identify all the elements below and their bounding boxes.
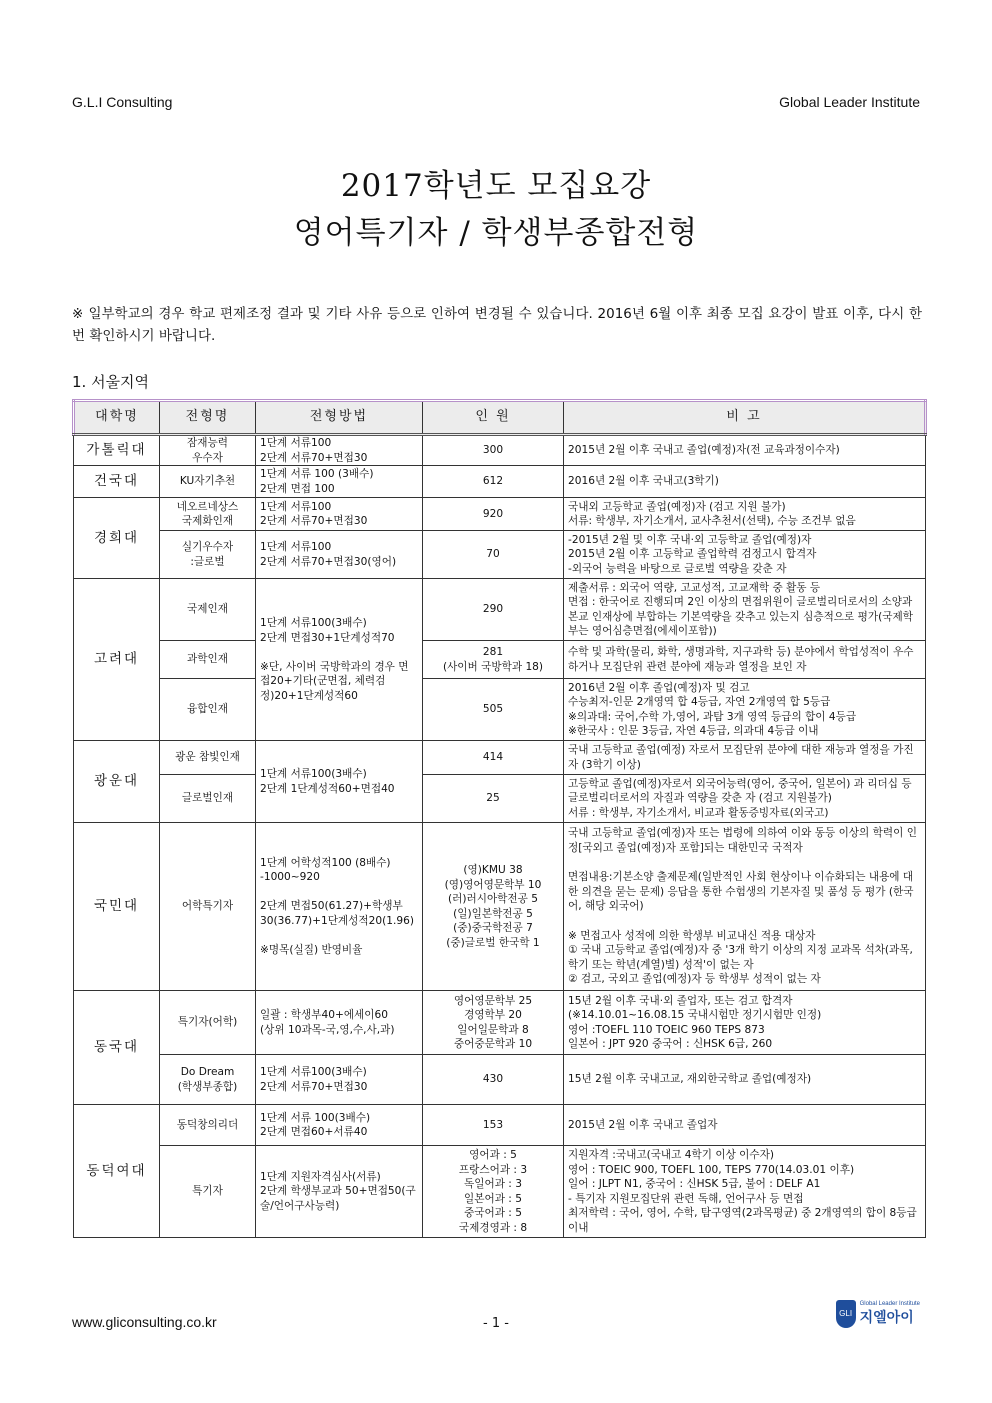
header-method: 전형방법 [256, 401, 423, 435]
logo-subtitle: Global Leader Institute [859, 1301, 920, 1307]
admission-type: 실기우수자 :글로벌 [160, 531, 256, 579]
admission-method: 1단계 서류100 2단계 서류70+면접30 [256, 498, 423, 531]
quota: 612 [423, 466, 564, 498]
table-row [74, 579, 926, 641]
quota: 281 (사이버 국방학과 18) [423, 641, 564, 679]
remarks: 15년 2월 이후 국내·외 졸업자, 또는 검고 합격자 (※14.10.01~16.08.15 국내시험만 정기시험만 인정) 영어 :TOEFL 110 TOEIC 960 TEPS 873 일본어 : JPT 920 중국어 : 신HSK 6급, 260 [564, 991, 926, 1055]
univ-name: 광운대 [74, 741, 160, 823]
quota: 290 [423, 579, 564, 641]
remarks: 수학 및 과학(물리, 화학, 생명과학, 지구과학 등) 분야에서 학업성적이 우수하거나 모집단위 관련 분야에 재능과 열정을 보인 자 [564, 641, 926, 679]
header-note: 비 고 [564, 401, 926, 435]
univ-name: 건국대 [74, 466, 160, 498]
table-row [74, 641, 926, 679]
remarks: -2015년 2월 및 이후 국내·외 고등학교 졸업(예정)자 2015년 2월 이후 고등학교 졸업학력 검정고시 합격자 -외국어 능력을 바탕으로 글로벌 역량을 갖춘 자 [564, 531, 926, 579]
table-row [74, 1105, 926, 1146]
univ-name: 동덕여대 [74, 1105, 160, 1238]
footer-url[interactable]: www.gliconsulting.co.kr [72, 1314, 217, 1330]
table-row [74, 1055, 926, 1105]
admission-method: 1단계 서류100(3배수) 2단계 서류70+면접30 [256, 1055, 423, 1105]
table-row [74, 531, 926, 579]
quota: 영어영문학부 25 경영학부 20 일어일문학과 8 중어중문학과 10 [423, 991, 564, 1055]
page-number: - 1 - [483, 1316, 509, 1331]
table-row [74, 498, 926, 531]
quota: (영)KMU 38 (영)영어영문학부 10 (러)러시아학전공 5 (일)일본학전공 5 (중)중국학전공 7 (중)글로벌 한국학 1 [423, 823, 564, 991]
admission-type: 네오르네상스 국제화인재 [160, 498, 256, 531]
remarks: 15년 2월 이후 국내고교, 재외한국학교 졸업(예정자) [564, 1055, 926, 1105]
admissions-table [72, 399, 927, 1238]
remarks: 2015년 2월 이후 국내고 졸업자 [564, 1105, 926, 1146]
remarks: 2016년 2월 이후 국내고(3학기) [564, 466, 926, 498]
notice-text: ※ 일부학교의 경우 학교 편제조정 결과 및 기타 사유 등으로 인하여 변경될 수 있습니다. 2016년 6월 이후 최종 모집 요강이 발표 이후, 다시 한 번 확인하시기 바랍니다. [72, 306, 922, 344]
header-type: 전형명 [160, 401, 256, 435]
header-count: 인 원 [423, 401, 564, 435]
quota: 430 [423, 1055, 564, 1105]
remarks: 국내외 고등학교 졸업(예정)자 (검고 지원 불가) 서류: 학생부, 자기소개서, 교사추천서(선택), 수능 조건부 없음 [564, 498, 926, 531]
quota: 25 [423, 775, 564, 823]
remarks: 고등학교 졸업(예정)자로서 외국어능력(영어, 중국어, 일본어) 과 리더십 등 글로벌리더로서의 자질과 역량을 갖춘 자 (검고 지원불가) 서류 : 학생부, 자기소개서, 비교과 활동증빙자료(외국고) [564, 775, 926, 823]
admission-type: 글로벌인재 [160, 775, 256, 823]
table-header-row [74, 401, 926, 435]
admission-method: 1단계 어학성적100 (8배수) -1000~920 2단계 면접50(61.27)+학생부30(36.77)+1단계성적20(1.96) ※명목(실질) 반영비율 [256, 823, 423, 991]
quota: 505 [423, 679, 564, 741]
quota: 414 [423, 741, 564, 775]
admission-type: 광운 참빛인재 [160, 741, 256, 775]
univ-name: 가톨릭대 [74, 435, 160, 466]
title-line1: 2017학년도 모집요강 [340, 168, 652, 204]
admission-type: 국제인재 [160, 579, 256, 641]
logo-text-block [860, 1301, 920, 1327]
remarks: 국내 고등학교 졸업(예정)자 또는 법령에 의하여 이와 동등 이상의 학력이 인정[국외고 졸업(예정)자 포함]되는 대한민국 국적자 면접내용:기본소양 출제문제(일반적인 사회 현상이나 이슈화되는 내용에 대한 의견을 묻는 문제) 응답을 통한 수험생의 기본자질 및 품성 등 평가 (한국어, 해당 외국어) ※ 면접고사 성적에 의한 학생부 비교내신 적용 대상자 ① 국내 고등학교 졸업(예정)자 중 '3개 학기 이상의 지정 교과목 석차(과목, 학기 또는 학년(계열)별) 성적'이 없는 자 ② 검고, 국외고 졸업(예정)자 등 학생부 성적이 없는 자 [564, 823, 926, 991]
admission-type: 특기자 [160, 1146, 256, 1238]
shield-icon: GLI [836, 1300, 856, 1328]
quota: 영어과 : 5 프랑스어과 : 3 독일어과 : 3 일본어과 : 5 중국어과 : 5 국제경영과 : 8 [423, 1146, 564, 1238]
table-row [74, 435, 926, 466]
admission-type: 동덕창의리더 [160, 1105, 256, 1146]
table-row [74, 991, 926, 1055]
admission-method: 1단계 서류 100(3배수) 2단계 면접60+서류40 [256, 1105, 423, 1146]
quota: 920 [423, 498, 564, 531]
univ-name: 국민대 [74, 823, 160, 991]
title-line2: 영어특기자 / 학생부종합전형 [293, 215, 699, 251]
table-row [74, 1146, 926, 1238]
table-row [74, 466, 926, 498]
quota: 153 [423, 1105, 564, 1146]
univ-name: 경희대 [74, 498, 160, 579]
table-row [74, 775, 926, 823]
table-row [74, 741, 926, 775]
remarks: 제출서류 : 외국어 역량, 고교성적, 고교재학 중 활동 등 면접 : 한국어로 진행되며 2인 이상의 면접위원이 글로벌리더로서의 소양과 본교 인재상에 부합하는 기본역량을 갖추고 있는지 심층적으로 평가(국제학부는 영어심층면접(에세이포함)) [564, 579, 926, 641]
admission-type: 과학인재 [160, 641, 256, 679]
remarks: 2016년 2월 이후 졸업(예정)자 및 검고 수능최저-인문 2개영역 합 4등급, 자연 2개영역 합 5등급 ※의과대: 국어,수학 가,영어, 과탐 3개 영역 등급의 합이 4등급 ※한국사 : 인문 3등급, 자연 4등급, 의과대 4등급 이내 [564, 679, 926, 741]
gli-logo [836, 1300, 920, 1328]
admission-type: 융합인재 [160, 679, 256, 741]
quota: 300 [423, 435, 564, 466]
admission-method: 1단계 서류100(3배수) 2단계 면접30+1단계성적70 ※단, 사이버 국방학과의 경우 면접20+기타(군면접, 체력검정)20+1단계성적60 [256, 579, 423, 741]
admission-type: 어학특기자 [160, 823, 256, 991]
admission-method: 1단계 서류100 2단계 서류70+면접30 [256, 435, 423, 466]
admission-type: KU자기추천 [160, 466, 256, 498]
logo-title: 지엘아이 [859, 1310, 914, 1326]
header-left: G.L.I Consulting [72, 94, 173, 110]
univ-name: 고려대 [74, 579, 160, 741]
remarks: 2015년 2월 이후 국내고 졸업(예정)자(전 교육과정이수자) [564, 435, 926, 466]
section-heading: 1. 서울지역 [72, 373, 150, 391]
admission-type: 특기자(어학) [160, 991, 256, 1055]
header-right: Global Leader Institute [779, 94, 920, 110]
admission-method: 1단계 지원자격심사(서류) 2단계 학생부교과 50+면접50(구술/언어구사능력) [256, 1146, 423, 1238]
univ-name: 동국대 [74, 991, 160, 1105]
admission-method: 일괄 : 학생부40+에세이60 (상위 10과목-국,영,수,사,과) [256, 991, 423, 1055]
remarks: 국내 고등학교 졸업(예정) 자로서 모집단위 분야에 대한 재능과 열정을 가진 자 (3학기 이상) [564, 741, 926, 775]
admission-type: 잠재능력 우수자 [160, 435, 256, 466]
admission-type: Do Dream (학생부종합) [160, 1055, 256, 1105]
header-univ: 대학명 [74, 401, 160, 435]
admission-method: 1단계 서류 100 (3배수) 2단계 면접 100 [256, 466, 423, 498]
table-row [74, 679, 926, 741]
admission-method: 1단계 서류100(3배수) 2단계 1단계성적60+면접40 [256, 741, 423, 823]
remarks: 지원자격 :국내고(국내고 4학기 이상 이수자) 영어 : TOEIC 900, TOEFL 100, TEPS 770(14.03.01 이후) 일어 : JLPT N1, 중국어 : 신HSK 5급, 불어 : DELF A1 - 특기자 지원모집단위 관련 독해, 언어구사 등 면접 최저학력 : 국어, 영어, 수학, 탐구영역(2과목평균) 중 2개영역의 합이 8등급 이내 [564, 1146, 926, 1238]
admission-method: 1단계 서류100 2단계 서류70+면접30(영어) [256, 531, 423, 579]
quota: 70 [423, 531, 564, 579]
table-row [74, 823, 926, 991]
